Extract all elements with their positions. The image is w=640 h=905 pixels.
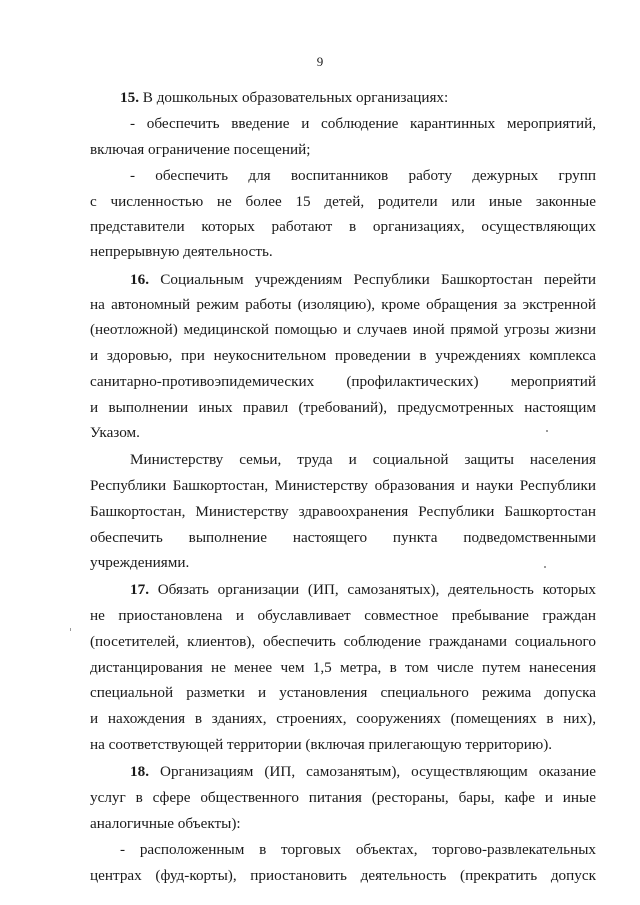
text-line: учреждениями. [90,554,190,571]
text-line: специальной разметки и установления специального режима допуска [90,684,596,701]
text-line: Министерству семьи, труда и социальной защиты населения [130,451,596,468]
item-18-heading: 18. Организациям (ИП, самозанятым), осуществляющим оказание [130,763,596,780]
text-line: и выполнении иных правил (требований), предусмотренных настоящим [90,399,596,416]
scan-speck [70,628,71,631]
item-17-heading: 17. Обязать организации (ИП, самозанятых), деятельность которых [130,581,596,598]
item-16-heading: 16. Социальным учреждениям Республики Башкортостан перейти [130,271,596,288]
text-line: (посетителей, клиентов), обеспечить соблюдение гражданами социального [90,633,596,650]
text-line: на соответствующей территории (включая прилегающую территорию). [90,736,553,753]
scan-speck [544,566,546,568]
text-line: (неотложной) медицинской помощью и случаев иной прямой угрозы жизни [90,321,596,338]
text-line: аналогичные объекты): [90,815,241,832]
text-line: услуг в сфере общественного питания (рестораны, бары, кафе и иные [90,789,596,806]
text-line: Указом. [90,424,140,441]
text-line: обеспечить выполнение настоящего пункта подведомственными [90,529,596,546]
text-line: с численностью не более 15 детей, родители или иные законные [90,193,596,210]
text-line: дистанцирования не менее чем 1,5 метра, в том числе путем нанесения [90,659,596,676]
text-line: включая ограничение посещений; [90,141,311,158]
text-line: и нахождения в зданиях, строениях, сооружениях (помещениях в них), [90,710,596,727]
text-line: не приостановлена и обуславливает совместное пребывание граждан [90,607,596,624]
text-line: - обеспечить введение и соблюдение карантинных мероприятий, [130,115,596,132]
text-line: - обеспечить для воспитанников работу дежурных групп [130,167,596,184]
text-line: санитарно-противоэпидемических (профилактических) мероприятий [90,373,596,390]
text-line: на автономный режим работы (изоляцию), кроме обращения за экстренной [90,296,596,313]
text-line: Республики Башкортостан, Министерству образования и науки Республики [90,477,596,494]
text-line: и здоровью, при неукоснительном проведении в учреждениях комплекса [90,347,596,364]
page-number: 9 [316,54,324,69]
text-line: центрах (фуд-корты), приостановить деятельность (прекратить допуск [90,867,596,884]
text-line: представители которых работают в организациях, осуществляющих [90,218,596,235]
item-15-heading: 15. В дошкольных образовательных организациях: [120,89,449,106]
scan-speck [546,430,548,432]
text-line: Башкортостан, Министерству здравоохранения Республики Башкортостан [90,503,596,520]
text-line: непрерывную деятельность. [90,243,273,260]
text-line: - расположенным в торговых объектах, торгово-развлекательных [120,841,596,858]
